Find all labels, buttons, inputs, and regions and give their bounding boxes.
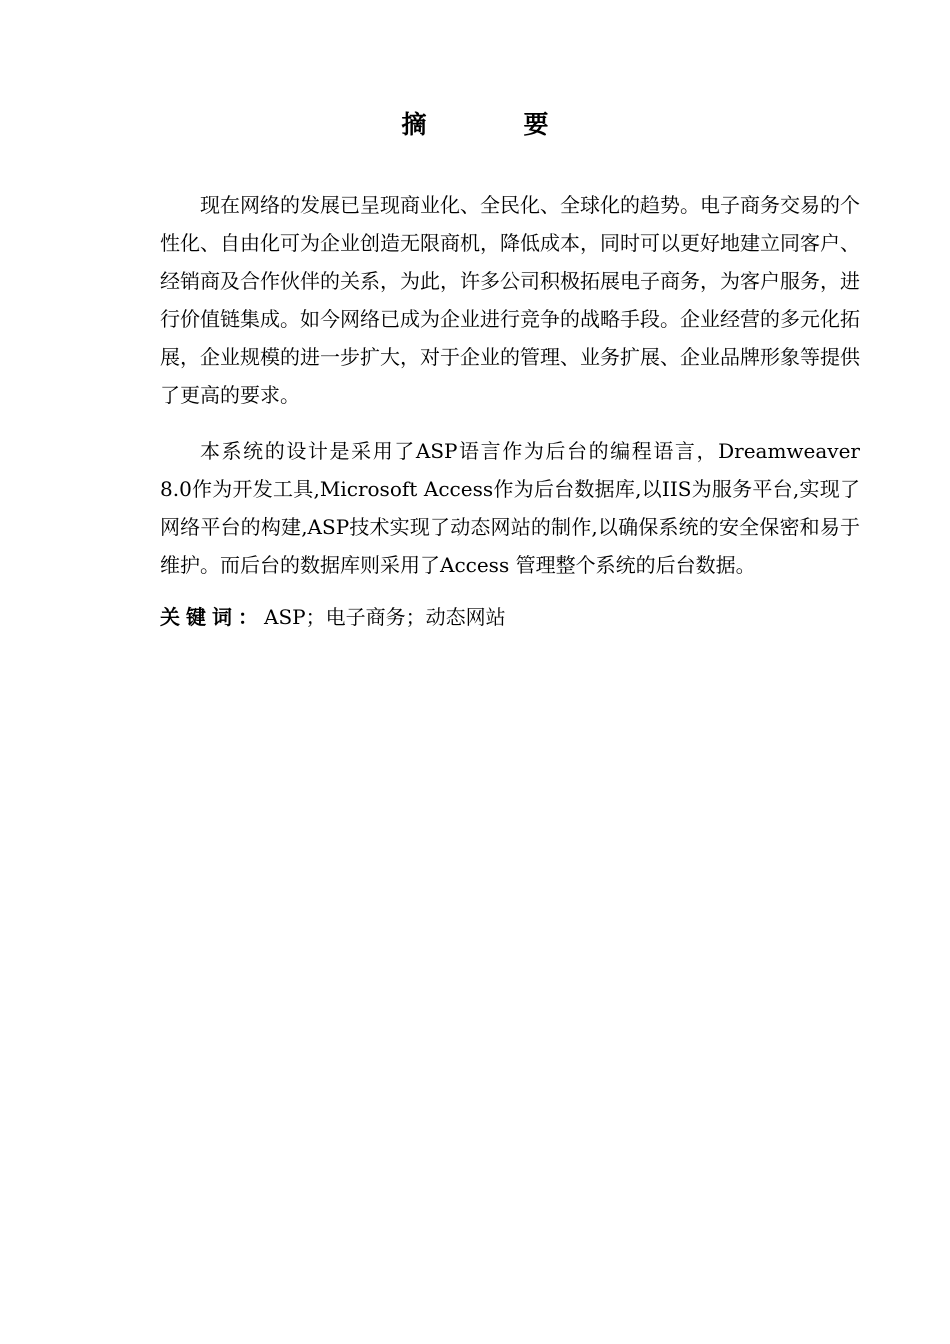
page-title: 摘 要 — [401, 110, 585, 139]
abstract-paragraph: 现在网络的发展已呈现商业化、全民化、全球化的趋势。电子商务交易的个性化、自由化可为企业创造无限商机，降低成本，同时可以更好地建立同客户、经销商及合作伙伴的关系，为此，许多公司积极拓展电子商务，为客户服务，进行价值链集成。如今网络已成为企业进行竞争的战略手段。企业经营的多元化拓展，企业规模的进一步扩大，对于企业的管理、业务扩展、企业品牌形象等提供了更高的要求。 — [160, 193, 860, 407]
keywords-line — [160, 598, 860, 636]
keywords-values: ASP；电子商务；动态网站 — [264, 605, 506, 629]
abstract-body — [160, 186, 860, 636]
abstract-paragraph: 本系统的设计是采用了ASP语言作为后台的编程语言，Dreamweaver 8.0作为开发工具,Microsoft Access作为后台数据库,以IIS为服务平台,实现了网络平台的构建,ASP技术实现了动态网站的制作,以确保系统的安全保密和易于维护。而后台的数据库则采用了Access 管理整个系统的后台数据。 — [160, 439, 860, 577]
keywords-label: 关键词： — [160, 605, 264, 629]
